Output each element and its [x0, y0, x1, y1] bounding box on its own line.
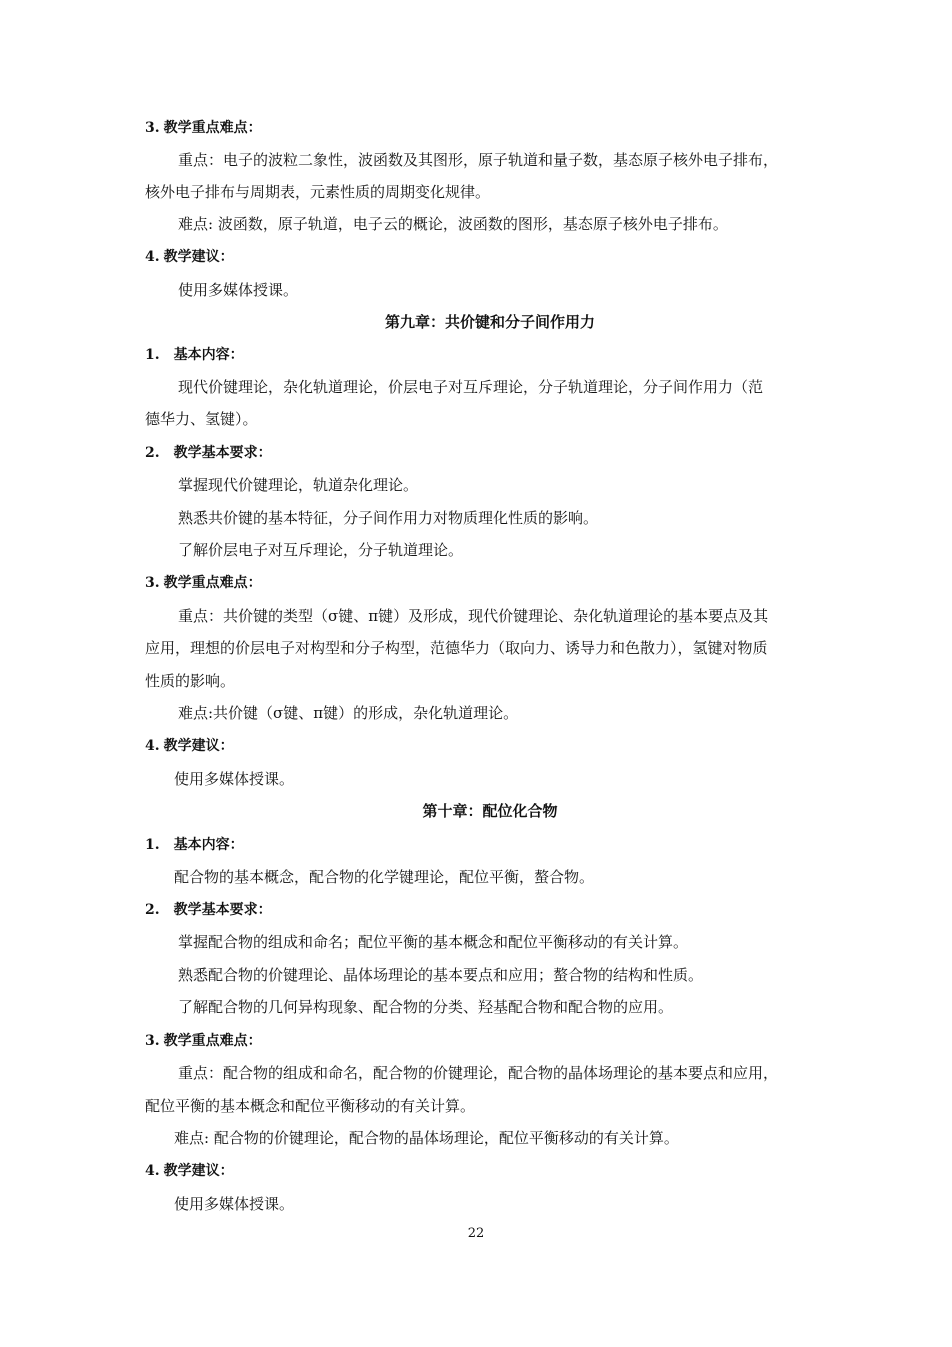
section-heading: 3. 教学重点难点：	[145, 575, 262, 591]
chapter-title: 第十章：配位化合物	[422, 802, 558, 820]
paragraph-line: 掌握配合物的组成和命名；配位平衡的基本概念和配位平衡移动的有关计算。	[178, 933, 689, 951]
paragraph-line: 使用多媒体授课。	[174, 1195, 295, 1213]
paragraph-line: 难点: 波函数，原子轨道，电子云的概论，波函数的图形，基态原子核外电子排布。	[178, 215, 728, 233]
paragraph-line: 应用，理想的价层电子对构型和分子构型，范德华力（取向力、诱导力和色散力），氢键对物质	[145, 639, 768, 657]
paragraph-line: 重点：电子的波粒二象性，波函数及其图形，原子轨道和量子数，基态原子核外电子排布，	[178, 151, 779, 169]
paragraph-line: 了解配合物的几何异构现象、配合物的分类、羟基配合物和配合物的应用。	[178, 998, 674, 1016]
paragraph-line: 现代价键理论，杂化轨道理论，价层电子对互斥理论，分子轨道理论，分子间作用力（范	[178, 378, 764, 396]
section-heading: 1. 基本内容：	[145, 347, 244, 363]
paragraph-line: 掌握现代价键理论，轨道杂化理论。	[178, 476, 419, 494]
paragraph-line: 使用多媒体授课。	[178, 281, 299, 299]
page-number: 22	[467, 1226, 485, 1241]
paragraph-line: 核外电子排布与周期表，元素性质的周期变化规律。	[145, 183, 491, 201]
section-heading: 1. 基本内容：	[145, 837, 244, 853]
paragraph-line: 德华力、氢键）。	[145, 410, 258, 428]
paragraph-line: 重点：配合物的组成和命名，配合物的价键理论，配合物的晶体场理论的基本要点和应用，	[178, 1064, 779, 1082]
paragraph-line: 配合物的基本概念，配合物的化学键理论，配位平衡，螯合物。	[174, 868, 595, 886]
section-heading: 3. 教学重点难点：	[145, 1033, 262, 1049]
paragraph-line: 熟悉配合物的价键理论、晶体场理论的基本要点和应用；螯合物的结构和性质。	[178, 966, 704, 984]
paragraph-line: 重点：共价键的类型（σ键、π键）及形成，现代价键理论、杂化轨道理论的基本要点及其	[178, 607, 769, 625]
paragraph-line: 难点: 配合物的价键理论，配合物的晶体场理论，配位平衡移动的有关计算。	[174, 1129, 679, 1147]
section-heading: 4. 教学建议：	[145, 738, 234, 754]
paragraph-line: 熟悉共价键的基本特征，分子间作用力对物质理化性质的影响。	[178, 509, 599, 527]
section-heading: 4. 教学建议：	[145, 1163, 234, 1179]
paragraph-line: 难点:共价键（σ键、π键）的形成，杂化轨道理论。	[178, 704, 519, 722]
section-heading: 2. 教学基本要求：	[145, 902, 272, 918]
paragraph-line: 了解价层电子对互斥理论，分子轨道理论。	[178, 541, 464, 559]
section-heading: 3. 教学重点难点：	[145, 120, 262, 136]
paragraph-line: 配位平衡的基本概念和配位平衡移动的有关计算。	[145, 1097, 476, 1115]
paragraph-line: 性质的影响。	[145, 672, 236, 690]
section-heading: 2. 教学基本要求：	[145, 445, 272, 461]
section-heading: 4. 教学建议：	[145, 249, 234, 265]
paragraph-line: 使用多媒体授课。	[174, 770, 295, 788]
chapter-title: 第九章：共价键和分子间作用力	[384, 313, 595, 331]
